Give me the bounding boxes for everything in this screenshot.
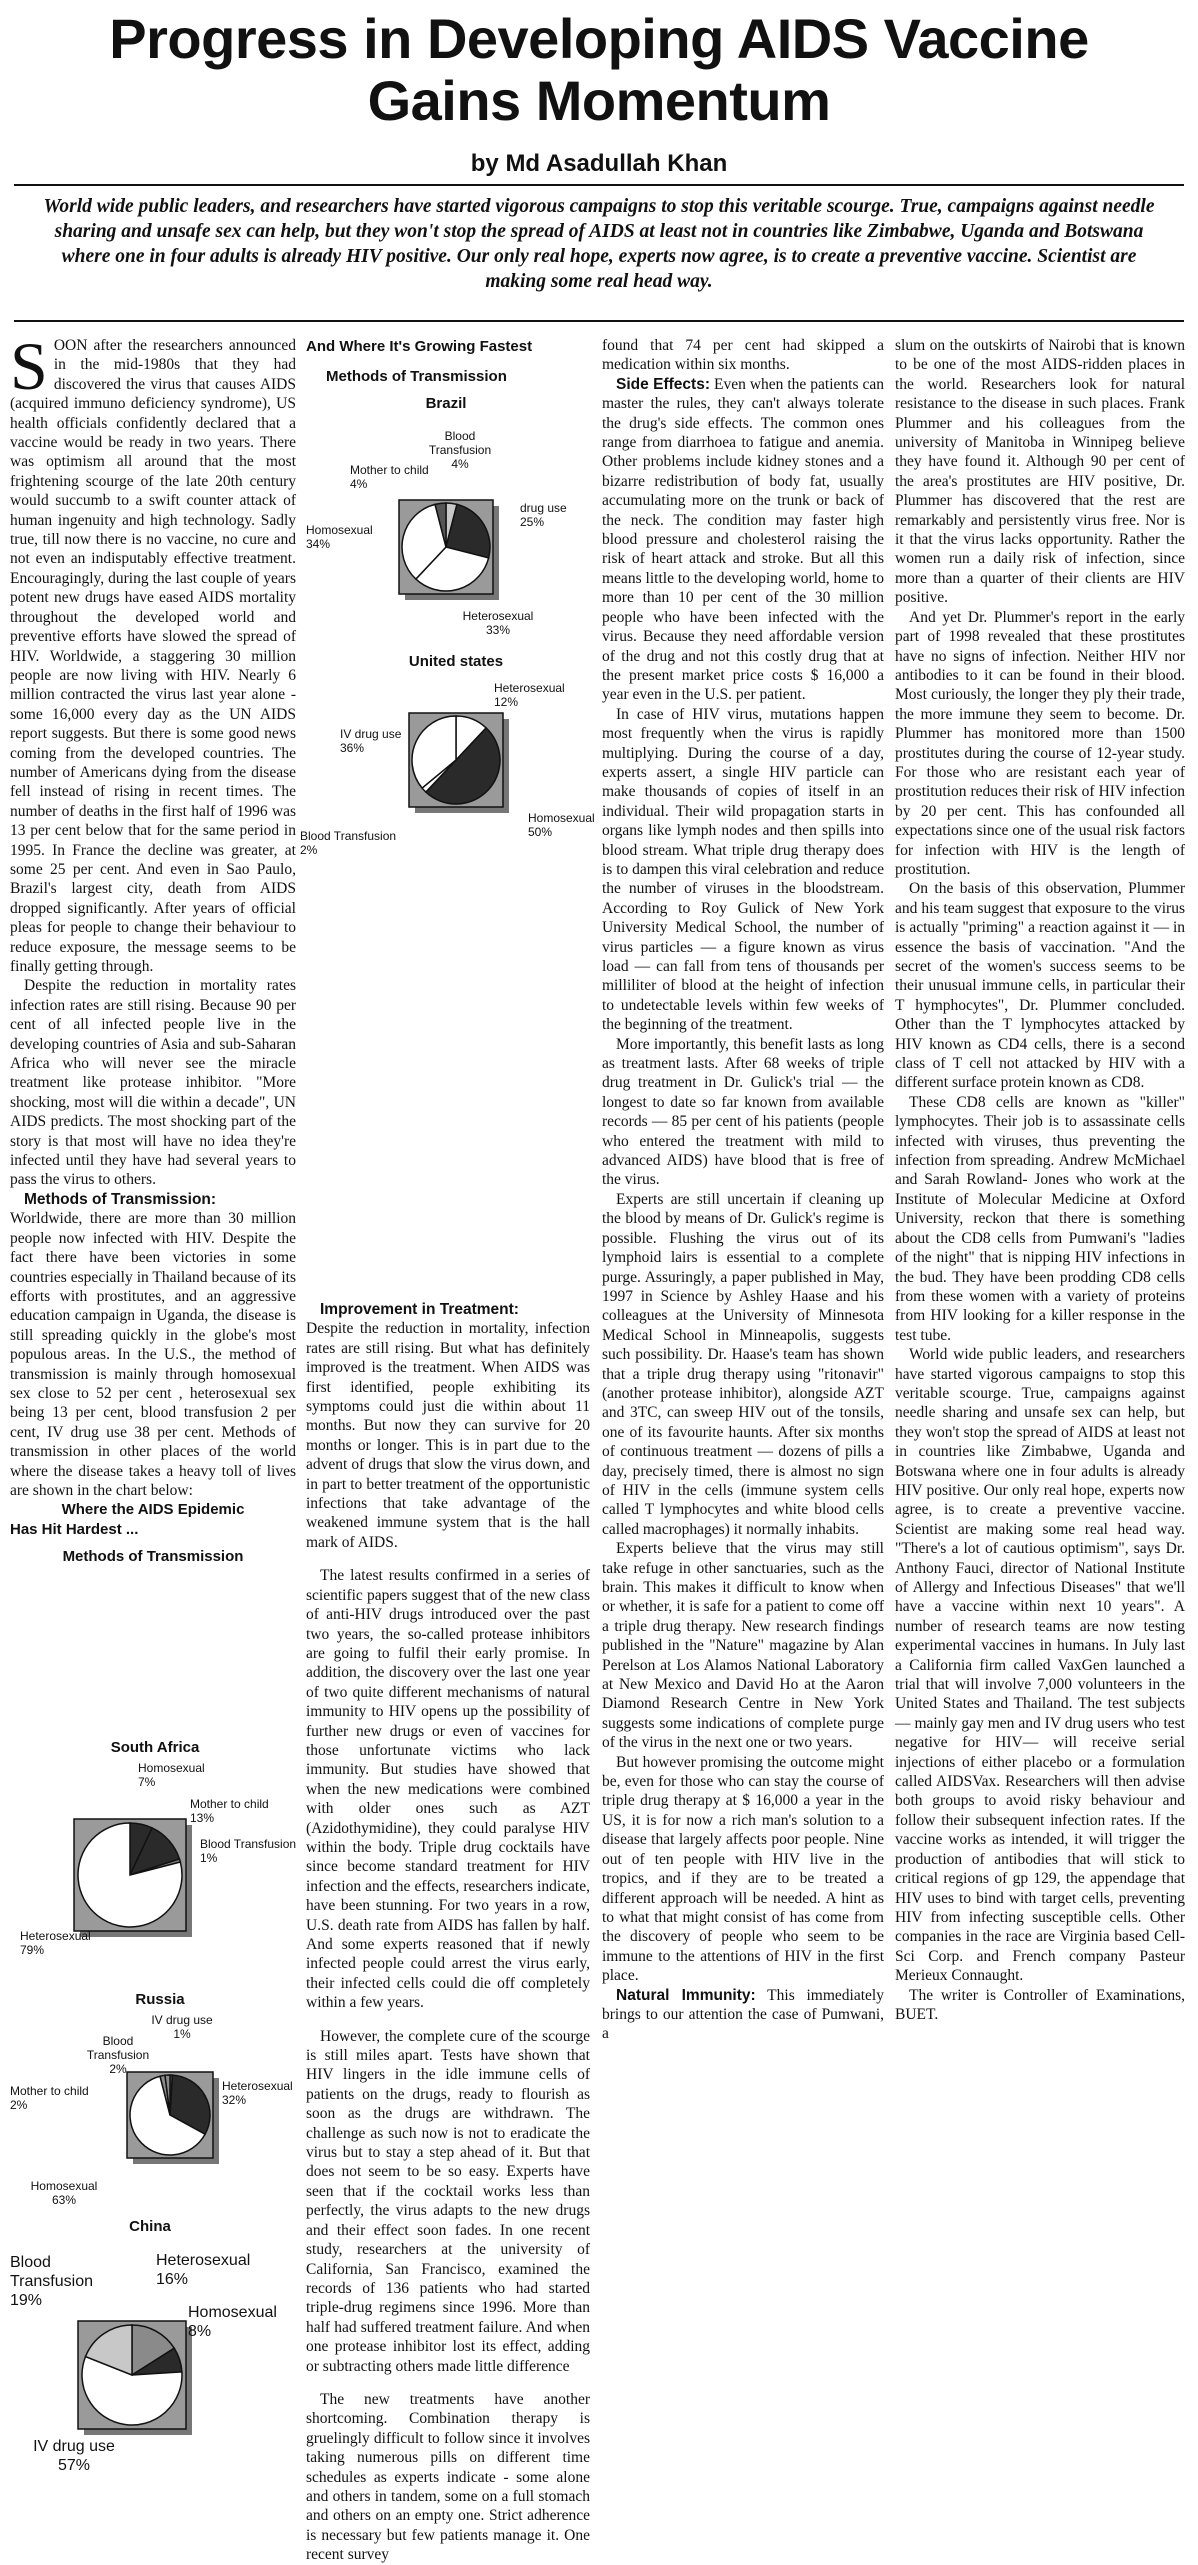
- paragraph: [10, 328, 296, 976]
- paragraph: [602, 1986, 884, 2044]
- chart-growing-title: And Where It's Growing Fastest: [306, 338, 533, 355]
- paragraph: But however promising the outcome might be, even for those who can stay the course of triple drug therapy at $ 16,000 a year in the US, it is for now a rich man's solution to a disease that largely affects poor people. Nine out of ten people with HIV live in the tropics, and if they are to be treated a different approach will be needed. A hint as to what that might consist of has come from the discovery of people who seem to be immune to the attentions of HIV in the first place.: [602, 1753, 884, 1985]
- paragraph: And yet Dr. Plummer's report in the early part of 1998 revealed that these prostitutes have no signs of infection. Neither HIV nor antibodies to it can be found in their blood. Most curiously, the longer they ply their trade, the more immune they seem to become. Dr. Plummer has monitored more than 1500 prostitutes during the course of 12-year study. For those who are resistant each year of prostitution reduces their risk of HIV infection by 20 per cent. This has confounded all expectations since one of the usual risk factors for infection with HIV is the length of prostitution.: [895, 608, 1185, 878]
- pie-label: IV drug use 57%: [33, 2438, 115, 2474]
- byline: by Md Asadullah Khan: [470, 150, 728, 177]
- pie-label: drug use 25%: [520, 501, 567, 529]
- chart-section-title-line: Has Hit Hardest ...: [10, 1520, 139, 1538]
- paragraph: The latest results confirmed in a series of scientific papers suggest that of the new class of anti-HIV drugs introduced over the past two years, the so-called protease inhibitors are going to fulfil their early promise. In addition, the discovery over the last one year of two quite different mechanisms of natural immunity to HIV opens up the possibility of further new drugs or even of vaccines for those unfortunate victims who lack immunity. But studies have showed that when the new medications were combined with older ones such as AZT (Azidothymidine), they could paralyse HIV within the body. Triple drug cocktails have since become standard treatment for HIV infection and the effects, researchers indicate, have been stunning. For two years in a row, U.S. death rate from AIDS has fallen by half. And some experts reasoned that if newly infected people could arrest the virus early, their infected cells could die off completely within a few years.: [306, 1567, 590, 2012]
- paragraph: Despite the reduction in mortality rates infection rates are still rising. Because 90 per cent of all infected people live in the developing countries of Asia and sub-Saharan Africa who will never see the miracle treatment like protease inhibitor. "More shocking, most will die within a decade", UN AIDS predicts. The most shocking part of the story is that most will have no idea they're infected until they have had several years to pass the virus to others.: [10, 977, 296, 1189]
- chart-title: South Africa: [110, 1739, 200, 1756]
- subhead: Natural Immunity:: [616, 1986, 756, 2004]
- pie-label: IV drug use 36%: [340, 727, 402, 755]
- pie-label: Heterosexual 16%: [156, 2252, 251, 2288]
- pie-label: Mother to child 4%: [350, 463, 429, 491]
- headline-line-2: Gains Momentum: [367, 69, 831, 132]
- drop-cap: S: [10, 328, 48, 404]
- chart-section-title-line: Where the AIDS Epidemic: [61, 1501, 245, 1519]
- pie-label: Homosexual 63%: [30, 2179, 98, 2207]
- chart-south-africa: [20, 1739, 297, 1980]
- chart-united-states: [296, 650, 595, 870]
- paragraph-text: Despite the reduction in mortality, infection rates are still rising. But what has definitely improved is the treatment. When AIDS was first identified, people exhibiting its symptoms could just die within about 11 months. But now they can survive for 20 months or longer. This is in part due to the advent of drugs that slow the virus down, and in part to better treatment of the opportunistic infections that take advantage of the weakened immune system that is the hall mark of AIDS.: [306, 1320, 590, 1551]
- subhead: Improvement in Treatment:: [320, 1301, 519, 1318]
- chart-methods-title: Methods of Transmission: [62, 1548, 244, 1566]
- pie-label: Homosexual 7%: [138, 1761, 205, 1789]
- chart-title: Brazil: [425, 395, 467, 412]
- chart-russia: [10, 1990, 293, 2210]
- paragraph: [602, 375, 884, 705]
- column-4: [895, 336, 1185, 2441]
- paragraph: [10, 1190, 296, 1501]
- paragraph: In case of HIV virus, mutations happen most frequently when the virus is rapidly multiplying. During the course of a day, experts assert, a single HIV particle can make thousands of copies of itself in an individual. Their wild propagation starts in organs like lymph nodes and then spills into blood stream. What triple drug therapy does is to dampen this viral celebration and reduce the number of viruses in the bloodstream. According to Roy Gulick of New York University Medical School, the number of virus particles — a figure known as virus load — can fall from tens of thousands per milliliter of blood at the height of infection to undetectable levels within few weeks of the beginning of the treatment.: [602, 705, 884, 1034]
- chart-section-title: [10, 1500, 296, 1519]
- pie-label: Blood Transfusion 19%: [10, 2254, 93, 2309]
- paragraph: On the basis of this observation, Plummer and his team suggest that exposure to the virus is actually "priming" a reaction against it — in essence the basis of vaccination. "And the secret of the women's success seems to be their unusual immune cells, in particular their T hymphocytes", Dr. Plummer concluded. Other than the T lymphocytes attacked by HIV known as CD4 cells, there is a second class of T cell not attacked by HIV with a different surface protein known as CD8.: [895, 880, 1185, 1092]
- chart-brazil: [306, 392, 590, 637]
- chart-title: China: [129, 2218, 171, 2235]
- pie-label: Heterosexual 79%: [20, 1929, 91, 1957]
- chart-china: [10, 2215, 290, 2474]
- pie-label: Homosexual 50%: [528, 811, 595, 839]
- headline: [0, 8, 1198, 132]
- paragraph: However, the complete cure of the scourge is still miles apart. Tests have shown that HIV lingers in the idle immune cells of patients on the drugs, ready to flourish as soon as the drugs are withdrawn. The challenge as such now is not to eradicate the virus but to stay a step ahead of it. But that does not seem to be so easy. Experts have seen that if the cocktail works less than perfectly, the virus adapts to the new drugs and their effect soon fades. In one recent study, researchers at the university of California, San Francisco, examined the records of 136 patients who had started triple-drug regimens since 1996. More than half had suffered treatment failure. And when one protease inhibitor lost its effect, adding or subtracting others made little difference: [306, 2027, 590, 2375]
- paragraph: Experts are still uncertain if cleaning up the blood by means of Dr. Gulick's regime is possible. Flushing the virus out of its lymphoid lairs is essential to a complete purge. Assuringly, a paper published in May, 1997 in Science by Ashley Haase and his colleagues at the University of Minnesota Medical School in Minneapolis, suggests such possibility. Dr. Haase's team has shown that a triple drug therapy using "ritonavir" (another protease inhibitor), alongside AZT and 3TC, can sweep HIV out of the tonsils, one of its favourite haunts. After six months of continuous treatment — dozens of pills a day, precisely timed, there is almost no sign of HIV in the cells (immune system cells called T lymphocytes and white blood cells called macrophages) it normally inhabits.: [602, 1190, 884, 1538]
- pie-label: IV drug use 1%: [151, 2013, 213, 2041]
- paragraph: The new treatments have another shortcoming. Combination therapy is gruelingly difficult to follow since it involves taking numerous pills on different time schedules as experts indicate - some alone and others in tandem, some on a full stomach and others on an empty one. Strict adherence is necessary but few patients manage it. One recent survey: [306, 2390, 590, 2564]
- pie-label: Homosexual 8%: [188, 2304, 277, 2340]
- paragraph: slum on the outskirts of Nairobi that is known to be one of the most AIDS-ridden places in the world. Researchers look for natural resistance to the disease in such places. Frank Plummer and his colleagues from the university of Manitoba in Winnipeg believe they have found it. Although 90 per cent of the area's prostitutes are HIV positive, Dr. Plummer has discovered that the rest are remarkably and persistently virus free. Nor is it that the virus lacks opportunity. Rather the women run a daily risk of infection, since more than a quarter of their clients are HIV positive.: [895, 337, 1185, 607]
- standfirst: World wide public leaders, and researchers have started vigorous campaigns to stop this veritable scourge. True, campaigns against needle sharing and unsafe sex can help, but they won't stop the spread of AIDS at least not in countries like Zimbabwe, Uganda and Botswana where one in four adults is already HIV positive. Our only real hope, experts now agree, is to create a preventive vaccine. Scientist are making some real head way.: [14, 184, 1184, 322]
- pie-label: Blood Transfusion 2%: [300, 829, 397, 857]
- pie-label: Blood Transfusion 2%: [86, 2034, 150, 2076]
- column-3: [602, 336, 884, 2441]
- pie-label: Mother to child 2%: [10, 2084, 89, 2112]
- paragraph-text: Even when the patients can master the rules, they can't always tolerate the drug's side effects. The common ones range from diarrhoea to fatigue and anemia. Other problems include kidney stones and a bizarre redistribution of body fat, usually accumulating more on the trunk or back of the neck. The condition may faster high blood pressure and cholesterol raising the risk of heart attack and stroke. But all this means little to the developing world, home to more than 10 per cent of the 30 million people who have been infected with the virus. Because they need affordable version of the drug and not this costly drug that at the present market price costs $ 16,000 a year even in the U.S. per patient.: [602, 375, 884, 704]
- paragraph-text: Worldwide, there are more than 30 million people now infected with HIV. Despite the fact there have been victories in some countries especially in Thailand because of its efforts with prostitutes, and an aggressive education campaign in Uganda, the disease is still spreading quickly in the globe's most populous areas. In the U.S., the method of transmission is mainly through homosexual sex close to 52 per cent , heterosexual sex being 13 per cent, blood transfusion 2 per cent, IV drug use 38 per cent. Methods of transmission in other places of the world where the disease takes a heavy toll of lives are shown in the chart below:: [10, 1210, 296, 1499]
- chart-title: Russia: [135, 1991, 185, 2008]
- paragraph-text: OON after the researchers announced in the mid-1980s that they had discovered the virus that causes AIDS (acquired immuno deficiency syndrome), US health officials confidently declared that a vaccine would be ready in two years. There was optimism all around that the most frightening scourge of the late 20th century would succumb to a swift counter attack of human ingenuity and high technology. Sadly true, till now there is no vaccine, no cure and not even an indisputably effective treatment. Encouragingly, during the last couple of years potent new drugs have eased AIDS mortality throughout the developed world and preventive efforts have slowed the spread of HIV. Worldwide, a staggering 30 million people are now living with HIV. Nearly 6 million contracted the virus last year alone - some 16,000 every day as the UN AIDS report suggests. But there is some good news coming from the developed countries. The number of Americans dying from the disease fell instead of rising in recent times. The number of deaths in the first half of 1996 was 13 per cent below that for the same period in 1995. In France the decline was greater, at some 25 per cent. And even in Sao Paulo, Brazil's largest city, death from AIDS dropped significantly. After years of official pleas for people to change their behaviour to reduce exposure, the message seems to be finally getting through.: [10, 337, 296, 975]
- pie-label: Blood Transfusion 4%: [428, 429, 492, 471]
- chart-section-title: [10, 1520, 296, 1539]
- column-2: [306, 1300, 590, 2564]
- paragraph: Experts believe that the virus may still take refuge in other sanctuaries, such as the brain. This makes it difficult to know when or whether, it is safe for a patient to come off a triple drug therapy. New research findings published in the "Nature" magazine by Alan Perelson at Los Alamos National Laboratory at New Mexico and David Ho at the Aaron Diamond Research Centre in New York suggests some indications of complete purge of the virus in the next one or two years.: [602, 1540, 884, 1752]
- paragraph-text: This immediately brings to our attention the case of Pumwani, a: [602, 1986, 884, 2043]
- pie-label: Mother to child 13%: [190, 1797, 269, 1825]
- chart-title: United states: [408, 653, 504, 670]
- paragraph: found that 74 per cent had skipped a medication within six months.: [602, 337, 884, 374]
- pie-label: Blood Transfusion 1%: [200, 1837, 297, 1865]
- paragraph: The writer is Controller of Examinations, BUET.: [895, 1986, 1185, 2023]
- paragraph: More importantly, this benefit lasts as long as treatment lasts. After 68 weeks of triple drug treatment in Dr. Gulick's trial — the longest to date so far known from available records — 85 per cent of his patients (people who entered the treatment with mild to advanced AIDS) have blood that is free of the virus.: [602, 1035, 884, 1189]
- subhead: Side Effects:: [616, 375, 710, 393]
- pie-label: Heterosexual 12%: [494, 681, 565, 709]
- pie-label: Heterosexual 33%: [462, 609, 534, 637]
- chart-methods-title-2: Methods of Transmission: [326, 368, 507, 385]
- paragraph: These CD8 cells are known as "killer" lymphocytes. Their job is to assassinate cells infected with viruses, thus preventing the infection from spreading. Andrew McMichael and Sarah Rowland- Jones who work at the Institute of Molecular Medicine at Oxford University, reckon that there is something about the CD8 cells from Pumwani's "ladies of the night" that is nipping HIV infections in the bud. They have been prodding CD8 cells from these women with a variety of proteins from HIV looking for a killer response in the test tube.: [895, 1093, 1185, 1344]
- paragraph: World wide public leaders, and researchers have started vigorous campaigns to stop this veritable scourge. True, campaigns against needle sharing and unsafe sex can help, but they won't stop the spread of AIDS at least not in countries like Zimbabwe, Uganda and Botswana where one in four adults is already HIV positive. Our only real hope, experts now agree, is to create a preventive vaccine. Scientist are making some real head way. "There's a lot of cautious optimism", says Dr. Anthony Fauci, director of National Institute of Allergy and Infectious Diseases" that we'll have a vaccine within next 10 years". A number of research teams are now testing experimental vaccines in humans. In July last a California firm called VaxGen launched a trial that will involve 7,000 volunteers in the United States and Thailand. The test subjects — mainly gay men and IV drug users who test negative for HIV— will receive serial injections of either placebo or a formulation called AIDSVax. Researchers will then advise both groups to avoid risky behaviour and follow their subsequent infection rates. If the vaccine works as intended, it will trigger the production of antibodies that will stick to critical regions of gp 129, the appendage that HIV uses to bind with target cells, preventing HIV from infecting susceptible cells. Other companies in the race are Virginia based Cell-Sci Corp. and French company Pasteur Merieux Connaught.: [895, 1346, 1185, 1985]
- pie-label: Heterosexual 32%: [222, 2079, 293, 2107]
- paragraph: [306, 1300, 590, 1552]
- subhead: Methods of Transmission:: [24, 1190, 217, 1208]
- pie-label: Homosexual 34%: [306, 523, 373, 551]
- headline-line-1: Progress in Developing AIDS Vaccine: [109, 7, 1089, 70]
